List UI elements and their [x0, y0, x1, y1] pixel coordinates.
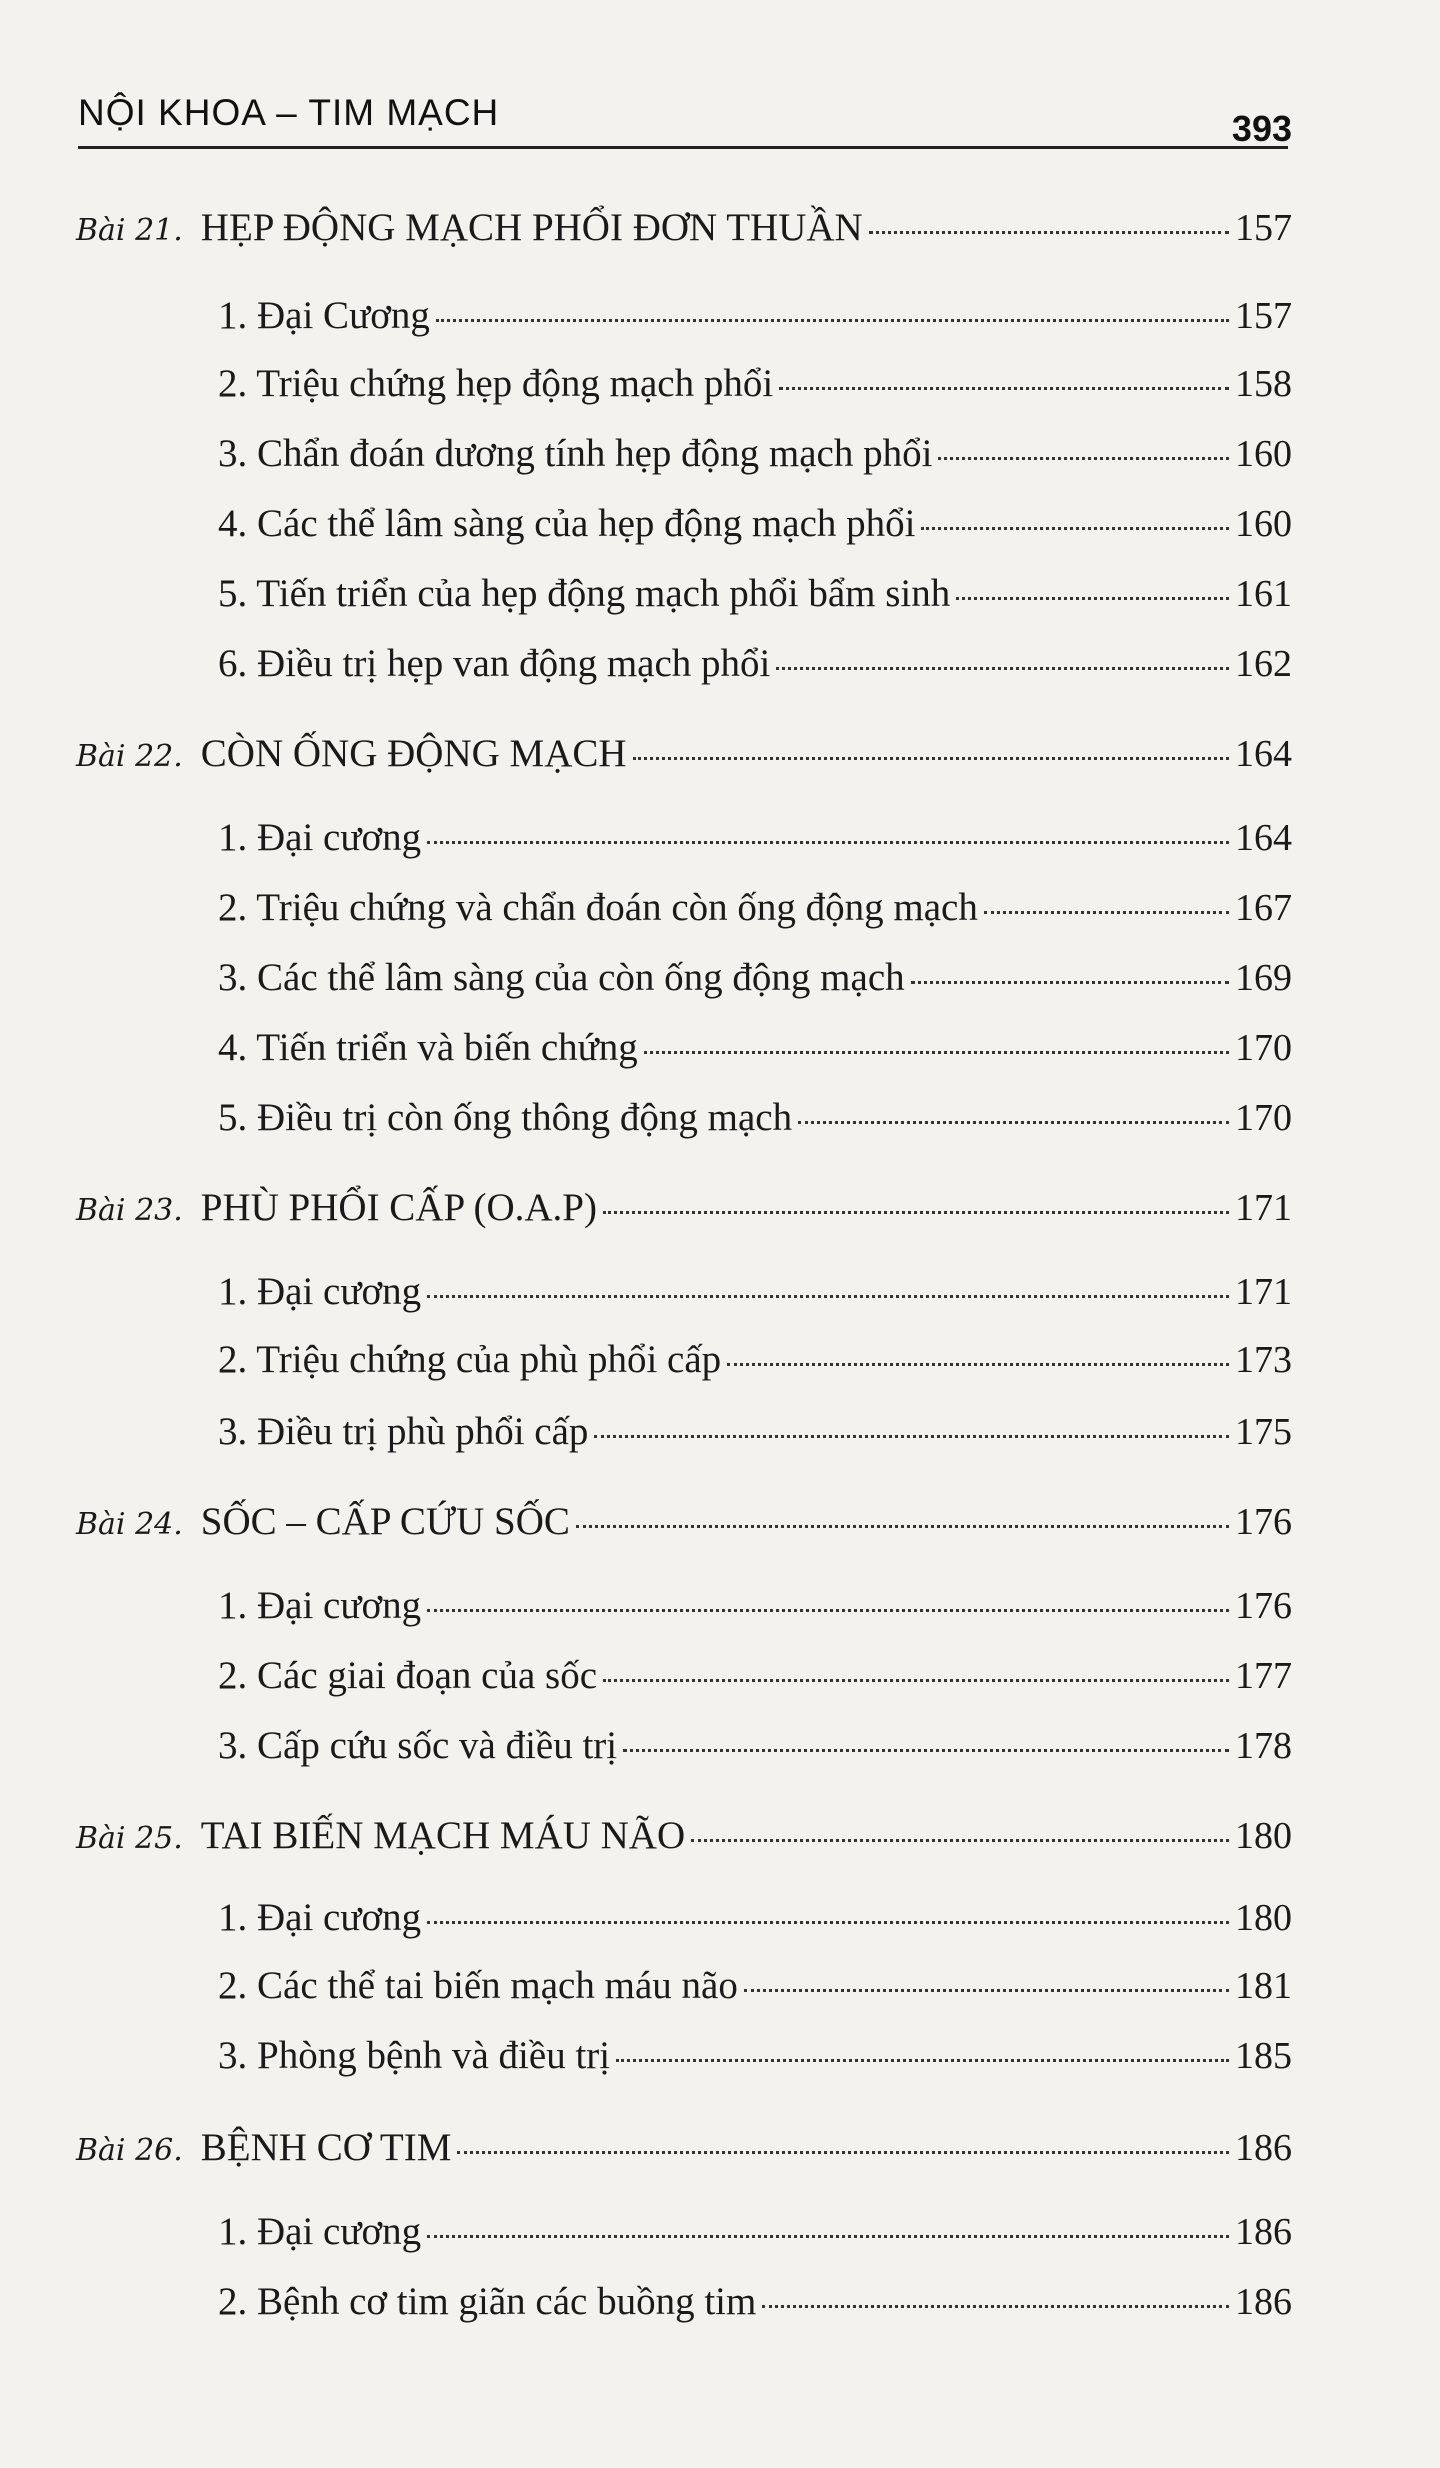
section-title: 1. Đại Cương — [218, 294, 430, 337]
page-ref: 176 — [1235, 1501, 1292, 1543]
section-title: 3. Chẩn đoán dương tính hẹp động mạch phổi — [218, 432, 933, 475]
toc-section[interactable] — [218, 2212, 1292, 2251]
dot-leader — [427, 1609, 1229, 1612]
page-ref: 177 — [1235, 1655, 1292, 1697]
toc-section[interactable] — [218, 434, 1292, 473]
section-title: 2. Triệu chứng hẹp động mạch phổi — [218, 362, 774, 405]
toc-section[interactable] — [218, 1272, 1292, 1311]
dot-leader — [776, 667, 1229, 670]
dot-leader — [603, 1211, 1229, 1214]
section-title: 3. Cấp cứu sốc và điều trị — [218, 1724, 618, 1767]
page-ref: 157 — [1235, 207, 1292, 249]
dot-leader — [427, 1295, 1229, 1298]
section-title: 1. Đại cương — [218, 1270, 422, 1313]
running-title: NỘI KHOA – TIM MẠCH — [78, 92, 500, 133]
toc-section[interactable] — [218, 1098, 1292, 1137]
page-ref: 178 — [1235, 1725, 1292, 1767]
section-title: 1. Đại cương — [218, 1896, 422, 1939]
toc-section[interactable] — [218, 888, 1292, 927]
toc-section[interactable] — [218, 1340, 1292, 1379]
section-title: 3. Các thể lâm sàng của còn ống động mạch — [218, 956, 905, 999]
page-ref: 157 — [1235, 295, 1292, 337]
dot-leader — [457, 2151, 1229, 2154]
toc-section[interactable] — [218, 1028, 1292, 1067]
page-ref: 161 — [1235, 573, 1292, 615]
dot-leader — [427, 1921, 1229, 1924]
page-ref: 180 — [1235, 1897, 1292, 1939]
chapter-number: Bài 23. — [76, 1193, 183, 1228]
dot-leader — [956, 597, 1229, 600]
chapter-number: Bài 24. — [76, 1507, 183, 1542]
toc-section[interactable] — [218, 1412, 1292, 1451]
toc-section[interactable] — [218, 958, 1292, 997]
chapter-number: Bài 22. — [76, 739, 183, 774]
chapter-number: Bài 21. — [76, 213, 183, 248]
dot-leader — [798, 1121, 1229, 1124]
page-ref: 162 — [1235, 643, 1292, 685]
page-ref: 164 — [1235, 733, 1292, 775]
dot-leader — [744, 1989, 1229, 1992]
toc-chapter-21[interactable] — [76, 208, 1292, 247]
toc-section[interactable] — [218, 296, 1292, 335]
dot-leader — [911, 981, 1229, 984]
toc-section[interactable] — [218, 1726, 1292, 1765]
dot-leader — [427, 2235, 1229, 2238]
toc-section[interactable] — [218, 1586, 1292, 1625]
section-title: 3. Điều trị phù phổi cấp — [218, 1410, 589, 1453]
toc-section[interactable] — [218, 818, 1292, 857]
dot-leader — [603, 1679, 1229, 1682]
page-ref: 186 — [1235, 2281, 1292, 2323]
page-ref: 169 — [1235, 957, 1292, 999]
toc-section[interactable] — [218, 1656, 1292, 1695]
toc-chapter-22[interactable] — [76, 734, 1292, 773]
section-title: 5. Tiến triển của hẹp động mạch phổi bẩm sinh — [218, 572, 951, 615]
page-ref: 170 — [1235, 1027, 1292, 1069]
dot-leader — [869, 231, 1229, 234]
section-title: 2. Triệu chứng và chẩn đoán còn ống động mạch — [218, 886, 978, 929]
dot-leader — [644, 1051, 1229, 1054]
dot-leader — [633, 757, 1229, 760]
page-ref: 171 — [1235, 1187, 1292, 1229]
dot-leader — [762, 2305, 1229, 2308]
page-number: 393 — [1231, 108, 1292, 149]
section-title: 2. Bệnh cơ tim giãn các buồng tim — [218, 2280, 757, 2323]
toc-chapter-23[interactable] — [76, 1188, 1292, 1227]
toc-chapter-24[interactable] — [76, 1502, 1292, 1541]
page-ref: 185 — [1235, 2035, 1292, 2077]
toc-chapter-26[interactable] — [76, 2128, 1292, 2167]
section-title: 1. Đại cương — [218, 816, 422, 859]
page-ref: 180 — [1235, 1815, 1292, 1857]
dot-leader — [984, 911, 1229, 914]
chapter-title: CÒN ỐNG ĐỘNG MẠCH — [200, 732, 627, 775]
section-title: 4. Tiến triển và biến chứng — [218, 1026, 638, 1069]
toc-section[interactable] — [218, 1966, 1292, 2005]
section-title: 2. Các giai đoạn của sốc — [218, 1654, 598, 1697]
dot-leader — [594, 1435, 1229, 1438]
section-title: 6. Điều trị hẹp van động mạch phổi — [218, 642, 771, 685]
dot-leader — [427, 841, 1229, 844]
page-ref: 170 — [1235, 1097, 1292, 1139]
toc-chapter-25[interactable] — [76, 1816, 1292, 1855]
page-ref: 164 — [1235, 817, 1292, 859]
page-ref: 171 — [1235, 1271, 1292, 1313]
section-title: 2. Các thể tai biến mạch máu não — [218, 1964, 738, 2007]
toc-section[interactable] — [218, 504, 1292, 543]
page-ref: 186 — [1235, 2127, 1292, 2169]
page-ref: 167 — [1235, 887, 1292, 929]
toc-section[interactable] — [218, 1898, 1292, 1937]
dot-leader — [576, 1525, 1229, 1528]
chapter-number: Bài 25. — [76, 1821, 183, 1856]
section-title: 4. Các thể lâm sàng của hẹp động mạch phổi — [218, 502, 916, 545]
dot-leader — [921, 527, 1229, 530]
dot-leader — [623, 1749, 1229, 1752]
page-ref: 160 — [1235, 433, 1292, 475]
dot-leader — [727, 1363, 1229, 1366]
section-title: 5. Điều trị còn ống thông động mạch — [218, 1096, 793, 1139]
chapter-title: PHÙ PHỔI CẤP (O.A.P) — [200, 1186, 597, 1229]
page-ref: 181 — [1235, 1965, 1292, 2007]
section-title: 1. Đại cương — [218, 2210, 422, 2253]
toc-section[interactable] — [218, 364, 1292, 403]
section-title: 2. Triệu chứng của phù phổi cấp — [218, 1338, 722, 1381]
dot-leader — [616, 2059, 1229, 2062]
toc-section[interactable] — [218, 2036, 1292, 2075]
page-ref: 186 — [1235, 2211, 1292, 2253]
page-ref: 175 — [1235, 1411, 1292, 1453]
section-title: 1. Đại cương — [218, 1584, 422, 1627]
page-ref: 160 — [1235, 503, 1292, 545]
chapter-title: TAI BIẾN MẠCH MÁU NÃO — [200, 1814, 686, 1857]
chapter-title: BỆNH CƠ TIM — [200, 2126, 452, 2169]
dot-leader — [938, 457, 1229, 460]
chapter-title: SỐC – CẤP CỨU SỐC — [200, 1500, 570, 1543]
toc-section[interactable] — [218, 644, 1292, 683]
section-title: 3. Phòng bệnh và điều trị — [218, 2034, 611, 2077]
dot-leader — [691, 1839, 1229, 1842]
toc-section[interactable] — [218, 2282, 1292, 2321]
dot-leader — [436, 319, 1229, 322]
chapter-number: Bài 26. — [76, 2133, 183, 2168]
header-rule — [78, 146, 1288, 149]
page-ref: 158 — [1235, 363, 1292, 405]
page-ref: 173 — [1235, 1339, 1292, 1381]
toc-section[interactable] — [218, 574, 1292, 613]
chapter-title: HẸP ĐỘNG MẠCH PHỔI ĐƠN THUẦN — [200, 206, 863, 249]
dot-leader — [779, 387, 1229, 390]
page-ref: 176 — [1235, 1585, 1292, 1627]
